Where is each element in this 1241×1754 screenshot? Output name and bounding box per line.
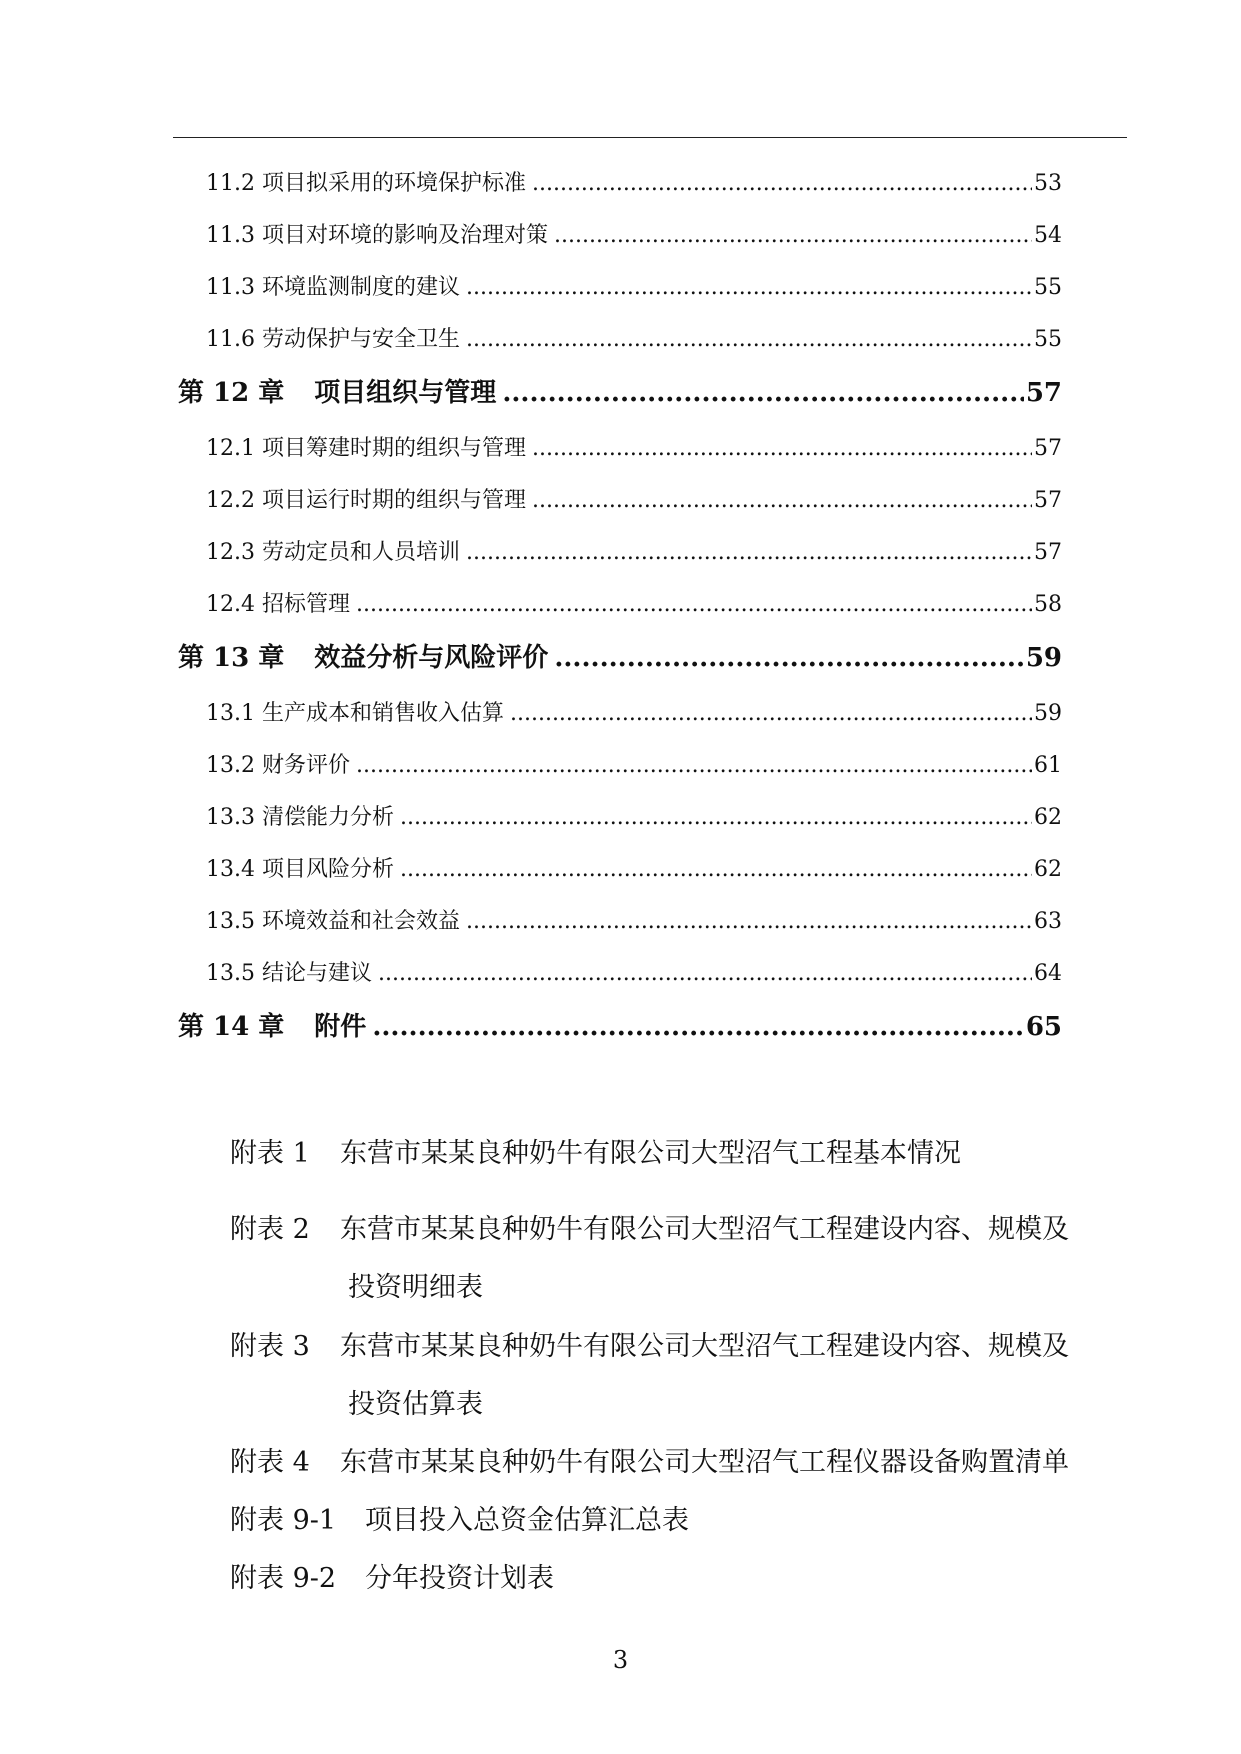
toc-chapter-label: 项目组织与管理 (314, 378, 497, 408)
toc-leader-dots (532, 436, 1032, 461)
toc-entry-page: 62 (1034, 805, 1062, 830)
toc-entry-page: 62 (1034, 857, 1062, 882)
toc-entry[interactable] (206, 696, 1062, 728)
toc-entry[interactable] (206, 587, 1062, 619)
toc-entry-label: 13.4 项目风险分析 (206, 857, 394, 882)
toc-entry-label: 13.5 环境效益和社会效益 (206, 909, 460, 934)
toc-entry-page: 55 (1034, 327, 1062, 352)
appendix-item (230, 1492, 1130, 1550)
toc-entry[interactable] (206, 956, 1062, 988)
appendix-tag: 附表 1 (230, 1138, 310, 1169)
toc-entry-label: 11.2 项目拟采用的环境保护标准 (206, 171, 526, 196)
toc-entry-label: 12.3 劳动定员和人员培训 (206, 540, 460, 565)
appendix-tag: 附表 9-2 (230, 1563, 337, 1594)
appendix-item (230, 1318, 1130, 1434)
header-rule (173, 137, 1127, 138)
toc-entry[interactable] (206, 322, 1062, 354)
toc-chapter-entry[interactable] (178, 637, 1062, 673)
toc-entry-page: 58 (1034, 592, 1062, 617)
appendix-tag: 附表 4 (230, 1447, 310, 1478)
page-number: 3 (612, 1646, 629, 1674)
toc-leader-dots (466, 909, 1032, 934)
toc-leader-dots (532, 171, 1032, 196)
toc-entry-label: 13.5 结论与建议 (206, 961, 372, 986)
appendix-item (230, 1125, 1130, 1183)
toc-entry-page: 63 (1034, 909, 1062, 934)
toc-chapter-number: 第 12 章 (178, 378, 285, 408)
appendix-text: 东营市某某良种奶牛有限公司大型沼气工程基本情况 (340, 1138, 961, 1169)
toc-leader-dots (400, 857, 1032, 882)
toc-leader-dots (466, 327, 1032, 352)
toc-leader-dots (400, 805, 1032, 830)
toc-entry[interactable] (206, 270, 1062, 302)
toc-leader-dots (466, 540, 1032, 565)
toc-entry-page: 57 (1034, 436, 1062, 461)
appendix-text-continued: 投资明细表 (348, 1272, 483, 1303)
appendix-text: 东营市某某良种奶牛有限公司大型沼气工程建设内容、规模及 (340, 1331, 1069, 1362)
toc-entry-page: 53 (1034, 171, 1062, 196)
toc-entry[interactable] (206, 904, 1062, 936)
toc-entry[interactable] (206, 852, 1062, 884)
toc-entry-page: 57 (1025, 378, 1062, 408)
toc-leader-dots (532, 488, 1032, 513)
toc-entry-page: 55 (1034, 275, 1062, 300)
toc-leader-dots (502, 378, 1024, 408)
toc-entry-label: 12.1 项目筹建时期的组织与管理 (206, 436, 526, 461)
toc-entry-label: 11.3 环境监测制度的建议 (206, 275, 460, 300)
toc-entry-label: 13.3 清偿能力分析 (206, 805, 394, 830)
toc-entry[interactable] (206, 800, 1062, 832)
toc-entry-label: 12.2 项目运行时期的组织与管理 (206, 488, 526, 513)
toc-entry-page: 61 (1034, 753, 1062, 778)
toc-leader-dots (510, 701, 1032, 726)
appendix-text: 项目投入总资金估算汇总表 (365, 1505, 689, 1536)
toc-entry-page: 59 (1025, 643, 1062, 673)
appendix-tag: 附表 2 (230, 1214, 310, 1245)
appendix-text: 东营市某某良种奶牛有限公司大型沼气工程建设内容、规模及 (340, 1214, 1069, 1245)
toc-chapter-entry[interactable] (178, 1006, 1062, 1042)
toc-entry[interactable] (206, 748, 1062, 780)
toc-entry[interactable] (206, 431, 1062, 463)
toc-entry-page: 64 (1034, 961, 1062, 986)
toc-entry[interactable] (206, 218, 1062, 250)
toc-leader-dots (372, 1012, 1024, 1042)
toc-entry-label: 13.1 生产成本和销售收入估算 (206, 701, 504, 726)
appendix-text: 东营市某某良种奶牛有限公司大型沼气工程仪器设备购置清单 (340, 1447, 1069, 1478)
toc-leader-dots (356, 753, 1032, 778)
toc-leader-dots (378, 961, 1032, 986)
appendix-item (230, 1550, 1130, 1608)
toc-entry-label: 13.2 财务评价 (206, 753, 350, 778)
toc-entry[interactable] (206, 166, 1062, 198)
toc-entry-label: 11.6 劳动保护与安全卫生 (206, 327, 460, 352)
toc-entry-page: 57 (1034, 488, 1062, 513)
toc-entry-label: 11.3 项目对环境的影响及治理对策 (206, 223, 548, 248)
toc-chapter-label: 效益分析与风险评价 (314, 643, 549, 673)
toc-entry-page: 57 (1034, 540, 1062, 565)
appendix-item (230, 1434, 1130, 1492)
toc-entry-page: 54 (1034, 223, 1062, 248)
toc-chapter-label: 附件 (314, 1012, 367, 1042)
toc-entry-page: 65 (1025, 1012, 1062, 1042)
toc-leader-dots (356, 592, 1032, 617)
toc-entry[interactable] (206, 535, 1062, 567)
appendix-tag: 附表 3 (230, 1331, 310, 1362)
toc-leader-dots (466, 275, 1032, 300)
toc-chapter-entry[interactable] (178, 372, 1062, 408)
appendix-text-continued: 投资估算表 (348, 1389, 483, 1420)
toc-entry-page: 59 (1034, 701, 1062, 726)
toc-entry-label: 12.4 招标管理 (206, 592, 350, 617)
toc-entry[interactable] (206, 483, 1062, 515)
toc-leader-dots (554, 223, 1032, 248)
toc-leader-dots (554, 643, 1024, 673)
toc-chapter-number: 第 13 章 (178, 643, 285, 673)
appendix-text: 分年投资计划表 (365, 1563, 554, 1594)
appendix-item (230, 1201, 1130, 1317)
appendix-tag: 附表 9-1 (230, 1505, 337, 1536)
toc-chapter-number: 第 14 章 (178, 1012, 285, 1042)
